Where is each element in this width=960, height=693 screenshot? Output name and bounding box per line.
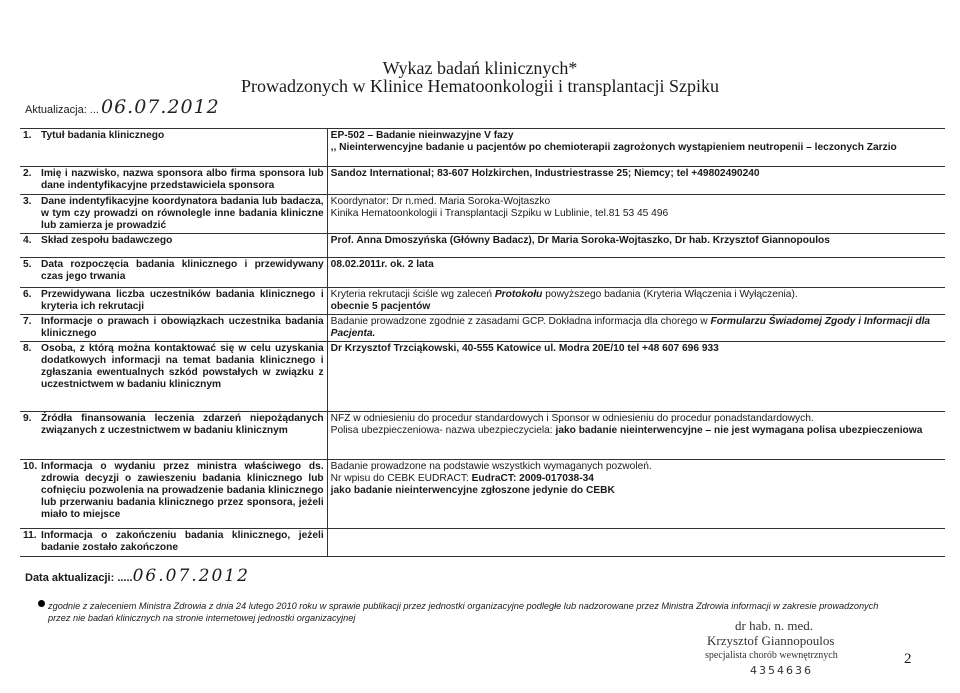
row-label: Tytuł badania klinicznego bbox=[38, 129, 327, 167]
row-label: Informacja o wydaniu przez ministra właściwego ds. zdrowia decyzji o zawieszeniu badania klinicznego lub cofnięciu pozwolenia na prowadzenie badania klinicznego lub przerwaniu badania klinicznego przez sponsora, jeżeli miało to miejsce bbox=[38, 460, 327, 529]
row-value bbox=[327, 195, 945, 234]
table-row bbox=[20, 167, 945, 195]
stamp-name: Krzysztof Giannopoulos bbox=[707, 633, 835, 648]
update-date bbox=[25, 96, 220, 118]
recruitment-criteria: Kryteria rekrutacji ściśle wg zaleceń Protokołu powyższego badania (Kryteria Włączenia i Wyłączenia). bbox=[330, 289, 798, 300]
table-row bbox=[20, 129, 945, 167]
row-number: 6. bbox=[23, 289, 32, 300]
footnote-bullet-icon bbox=[38, 600, 45, 607]
table-row bbox=[20, 195, 945, 234]
row-label: Przewidywana liczba uczestników badania klinicznego i kryteria ich rekrutacji bbox=[38, 288, 327, 315]
row-value bbox=[327, 288, 945, 315]
row-label: Data rozpoczęcia badania klinicznego i przewidywany czas jego trwania bbox=[38, 258, 327, 288]
funding-source: NFZ w odniesieniu do procedur standardowych i Sponsor w odniesieniu do procedur ponadstandardowych. bbox=[330, 413, 814, 424]
row-number: 4. bbox=[23, 235, 32, 246]
cebk-note: jako badanie nieinterwencyjne zgłoszone jedynie do CEBK bbox=[330, 485, 615, 496]
row-number: 1. bbox=[23, 130, 32, 141]
row-label: Źródła finansowania leczenia zdarzeń niepożądanych związanych z uczestnictwem w badaniu klinicznym bbox=[38, 412, 327, 460]
row-label: Imię i nazwisko, nazwa sponsora albo firma sponsora lub dane indentyfikacyjne przedstawiciela sponsora bbox=[38, 167, 327, 195]
footer-update-label: Data aktualizacji: ..... bbox=[25, 572, 133, 584]
permit-info: Badanie prowadzone na podstawie wszystkich wymaganych pozwoleń. bbox=[330, 461, 652, 472]
row-label: Informacja o zakończeniu badania klinicznego, jeżeli badanie zostało zakończone bbox=[38, 529, 327, 557]
row-value bbox=[327, 529, 945, 557]
row-value bbox=[327, 412, 945, 460]
row-value: Badanie prowadzone zgodnie z zasadami GCP. Dokładna informacja dla chorego w Formularzu Świadomej Zgody i Informacji dla Pacjenta. bbox=[330, 316, 931, 339]
participant-count: obecnie 5 pacjentów bbox=[330, 301, 431, 312]
row-number: 9. bbox=[23, 413, 32, 424]
trials-table bbox=[20, 128, 945, 557]
start-date: 08.02.2011r. ok. 2 lata bbox=[330, 259, 434, 270]
table-row bbox=[20, 288, 945, 315]
trial-title: ,, Nieinterwencyjne badanie u pacjentów po chemioterapii zagrożonych wystąpieniem neutropenii – leczonych Zarzio bbox=[330, 142, 897, 153]
row-value bbox=[327, 129, 945, 167]
row-number: 5. bbox=[23, 259, 32, 270]
row-label: Osoba, z którą można kontaktować się w celu uzyskania dodatkowych informacji na temat badania klinicznego i zgłaszania ewentualnych szkód powstałych w związku z uczestnictwem w badaniu klinicznym bbox=[38, 342, 327, 412]
footnote: zgodnie z zaleceniem Ministra Zdrowia z dnia 24 lutego 2010 roku w sprawie publikacji przez jednostki organizacyjne podległe lub nadzorowane przez Ministra Zdrowia informacji w zakresie prowadzonych przez nie badań klinicznych na stronie internetowej jednostki organizacyjnej bbox=[48, 601, 879, 623]
table-row bbox=[20, 342, 945, 412]
row-number: 8. bbox=[23, 343, 32, 354]
row-number: 2. bbox=[23, 168, 32, 179]
stamp-number: 4354636 bbox=[750, 664, 813, 677]
table-row bbox=[20, 234, 945, 258]
table-row bbox=[20, 412, 945, 460]
footer-handwritten-date: 06.07.2012 bbox=[132, 566, 250, 586]
document-title: Wykaz badań klinicznych* bbox=[382, 58, 578, 78]
sponsor-info: Sandoz International; 83-607 Holzkirchen, Industriestrasse 25; Niemcy; tel +49802490240 bbox=[330, 168, 760, 179]
update-label: Aktualizacja: ... bbox=[25, 104, 99, 116]
trial-code: EP-502 – Badanie nieinwazyjne V fazy bbox=[330, 130, 514, 141]
footer-update-date bbox=[25, 566, 250, 586]
row-label: Skład zespołu badawczego bbox=[38, 234, 327, 258]
table-row bbox=[20, 460, 945, 529]
doctor-stamp bbox=[705, 618, 895, 690]
row-label: Dane indentyfikacyjne koordynatora badania lub badacza, w tym czy prowadzi on równolegle inne badania kliniczne lub zamierza je prowadzić bbox=[38, 195, 327, 234]
table-row bbox=[20, 258, 945, 288]
row-value bbox=[327, 234, 945, 258]
update-handwritten-date: 06.07.2012 bbox=[100, 96, 220, 118]
row-number: 11. bbox=[23, 530, 37, 541]
eudract-number: Nr wpisu do CEBK EUDRACT: EudraCT: 2009-017038-34 bbox=[330, 473, 594, 484]
document-subtitle: Prowadzonych w Klinice Hematoonkologii i transplantacji Szpiku bbox=[241, 76, 719, 96]
insurance-policy: Polisa ubezpieczeniowa- nazwa ubezpieczyciela: jako badanie nieinterwencyjne – nie jest wymagana polisa ubezpieczeniowa bbox=[330, 425, 923, 436]
stamp-title: dr hab. n. med. bbox=[735, 618, 813, 633]
table-row bbox=[20, 529, 945, 557]
row-value bbox=[327, 258, 945, 288]
table-row bbox=[20, 315, 945, 342]
coordinator-name: Koordynator: Dr n.med. Maria Soroka-Wojtaszko bbox=[330, 196, 551, 207]
row-number: 7. bbox=[23, 316, 32, 327]
row-value bbox=[327, 460, 945, 529]
row-value bbox=[327, 167, 945, 195]
coordinator-clinic: Kinika Hematoonkologii i Transplantacji Szpiku w Lublinie, tel.81 53 45 496 bbox=[330, 208, 669, 219]
stamp-specialty: specjalista chorób wewnętrznych bbox=[705, 650, 838, 661]
row-number: 10. bbox=[23, 461, 38, 472]
research-team: Prof. Anna Dmoszyńska (Główny Badacz), Dr Maria Soroka-Wojtaszko, Dr hab. Krzysztof Giannopoulos bbox=[330, 235, 830, 246]
contact-person: Dr Krzysztof Trzciąkowski, 40-555 Katowice ul. Modra 20E/10 tel +48 607 696 933 bbox=[330, 343, 719, 354]
row-number: 3. bbox=[23, 196, 32, 207]
page-number: 2 bbox=[904, 651, 912, 667]
row-value bbox=[327, 342, 945, 412]
row-label: Informacje o prawach i obowiązkach uczestnika badania klinicznego bbox=[38, 315, 327, 342]
